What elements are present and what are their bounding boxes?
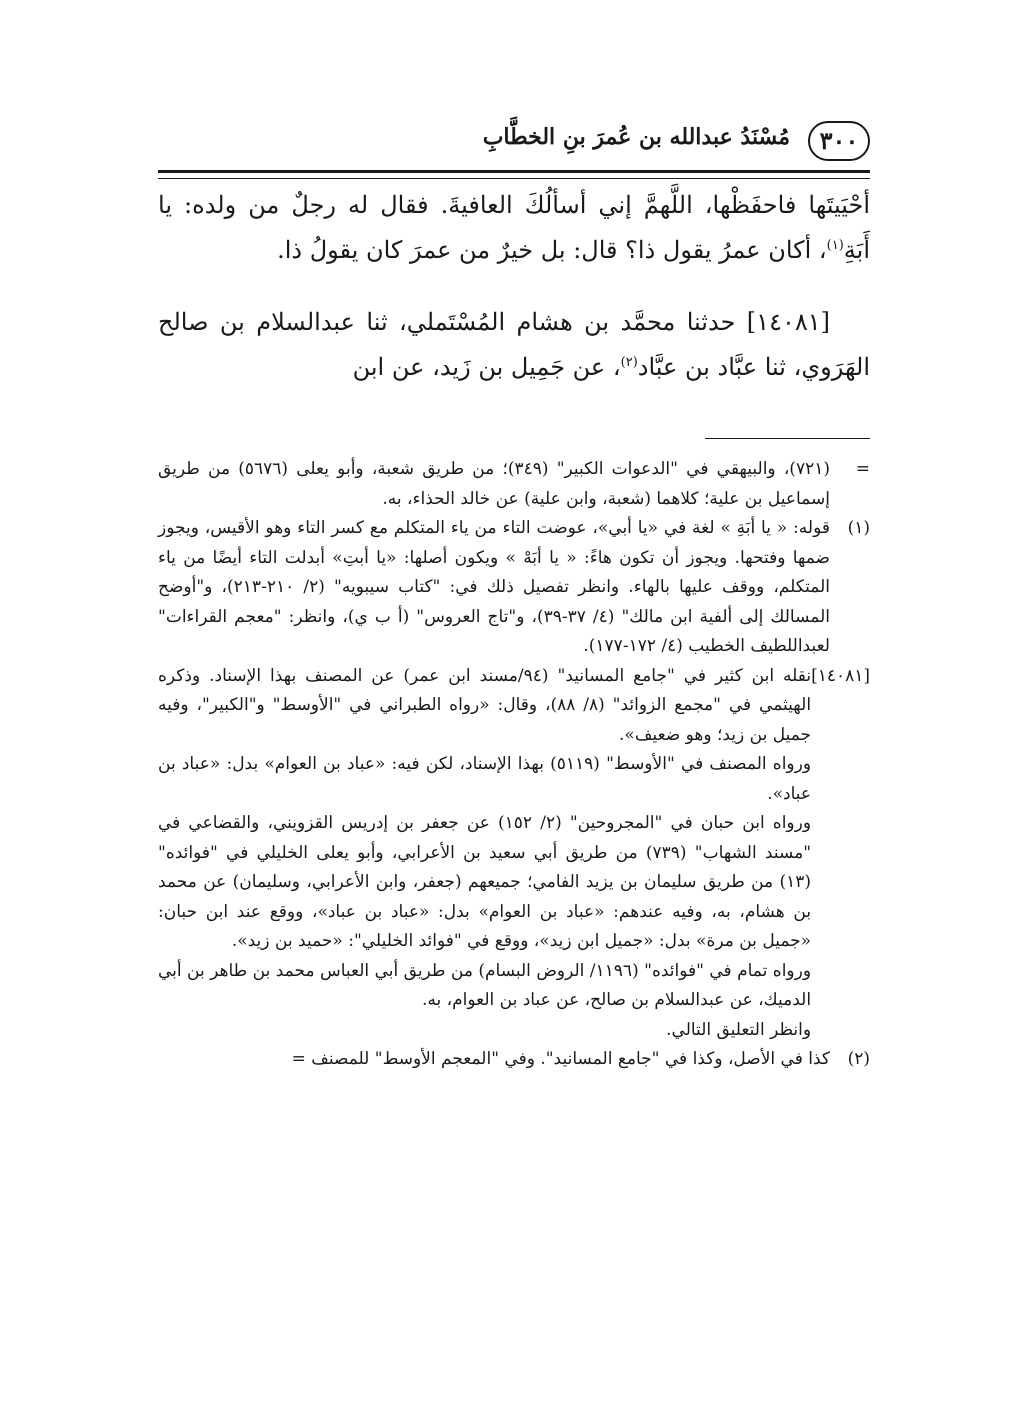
footnote-text: ورواه المصنف في "الأوسط" (٥١١٩) بهذا الإسناد، لكن فيه: «عباد بن العوام» بدل: «عباد بن عباد». bbox=[158, 754, 812, 804]
footnote-mark: = bbox=[855, 459, 870, 479]
footnote-ref: (١) bbox=[826, 238, 844, 253]
hadith-paragraph bbox=[158, 300, 870, 390]
footnote-text: كذا في الأصل، وكذا في "جامع المسانيد". وفي "المعجم الأوسط" للمصنف = bbox=[291, 1049, 830, 1069]
main-text bbox=[158, 183, 870, 390]
header-rule bbox=[158, 170, 870, 179]
footnote-text: ورواه تمام في "فوائده" (١١٩٦/ الروض البسام) من طريق أبي العباس محمد بن طاهر بن أبي الدميك، عن عبدالسلام بن صالح، عن عباد بن العوام، به. bbox=[158, 960, 812, 1010]
footnote bbox=[158, 455, 870, 514]
main-paragraph bbox=[158, 183, 870, 273]
page-number: ٣٠٠ bbox=[808, 121, 870, 161]
footnote-text: وانظر التعليق التالي. bbox=[666, 1019, 812, 1040]
text-line: أحْيَيتَها فاحفَظْها، اللَّهمَّ إني أسألُكَ العافيةَ. فقال له رجلٌ من ولده: bbox=[184, 191, 870, 219]
text-line: ، أكان عمرُ يقول ذا؟ قال: بل خيرٌ من عمرَ كان يقولُ ذا. bbox=[277, 236, 827, 264]
text-line: ، عن جَمِيل بن زَيد، عن ابن bbox=[352, 353, 621, 381]
footnote-text: ورواه ابن حبان في "المجروحين" (٢/ ١٥٢) عن جعفر بن إدريس القزويني، والقضاعي في "مسند الشهاب" (٧٣٩) من طريق أبي سعيد بن الأعرابي، وأبو يعلى الخليلي في "فوائده" (١٣) من طريق سليمان بن يزيد الفامي؛ جميعهم (جعفر، وابن الأعرابي، وسليمان) عن محمد بن هشام، به، وفيه عندهم: «عباد بن العوام» بدل: «عباد بن عباد»، ووقع عند ابن حبان: «جميل بن مرة» بدل: «جميل ابن زيد»، ووقع في "فوائد الخليلي": «حميد بن زيد». bbox=[158, 813, 812, 951]
text-line: [١٤٠٨١] حدثنا محمَّد بن هشام المُسْتَملي، ثنا عبدالسلام بن صالح الهَرَوي، ثنا عبَّاد بن عبَّاد bbox=[158, 308, 870, 381]
footnote-text: (٧٢١)، والبيهقي في "الدعوات الكبير" (٣٤٩)؛ من طريق شعبة، وأبو يعلى (٥٦٧٦) من طريق إسماعيل بن علية؛ كلاهما (شعبة، وابن علية) عن خالد الحذاء، به. bbox=[158, 459, 830, 509]
footnote-text: نقله ابن كثير في "جامع المسانيد" (٩٤/مسند ابن عمر) عن المصنف بهذا الإسناد. وذكره الهيثمي في "مجمع الزوائد" (٨/ ٨٨)، وقال: «رواه الطبراني في "الأوسط" و"الكبير"، وفيه جميل بن زيد؛ وهو ضعيف». bbox=[158, 665, 812, 745]
running-title: مُسْنَدُ عبدالله بن عُمرَ بنِ الخطَّابِ bbox=[482, 124, 790, 150]
page-header bbox=[158, 118, 870, 168]
footnote-ref: (٢) bbox=[620, 355, 638, 370]
footnote-mark: (٢) bbox=[847, 1049, 870, 1069]
footnote-separator bbox=[705, 438, 870, 439]
footnote-mark: (١) bbox=[847, 518, 870, 538]
footnote bbox=[158, 514, 870, 662]
footnote bbox=[158, 1045, 870, 1075]
text-line: يا أَبَةِ bbox=[158, 191, 870, 264]
footnote bbox=[158, 662, 870, 1046]
footnote-mark: [١٤٠٨١] bbox=[811, 665, 870, 686]
footnote-text: قوله: « يا أبَةِ » لغة في «يا أبي»، عوضت التاء من ياء المتكلم مع كسر التاء وهو الأقيس، ويجوز ضمها وفتحها. ويجوز أن تكون هاءً: « يا أبَهْ » ويكون أصلها: «يا أبتِ» أبدلت التاء أيضًا من ياء المتكلم، ووقف عليها بالهاء. وانظر تفصيل ذلك في: "كتاب سيبويه" (٢/ ٢١٠-٢١٣)، و"أوضح المسالك إلى ألفية ابن مالك" (٤/ ٣٧-٣٩)، و"تاج العروس" (أ ب ي)، وانظر: "معجم القراءات" لعبداللطيف الخطيب (٤/ ١٧٢-١٧٧). bbox=[158, 518, 830, 656]
footnotes bbox=[158, 455, 870, 1075]
